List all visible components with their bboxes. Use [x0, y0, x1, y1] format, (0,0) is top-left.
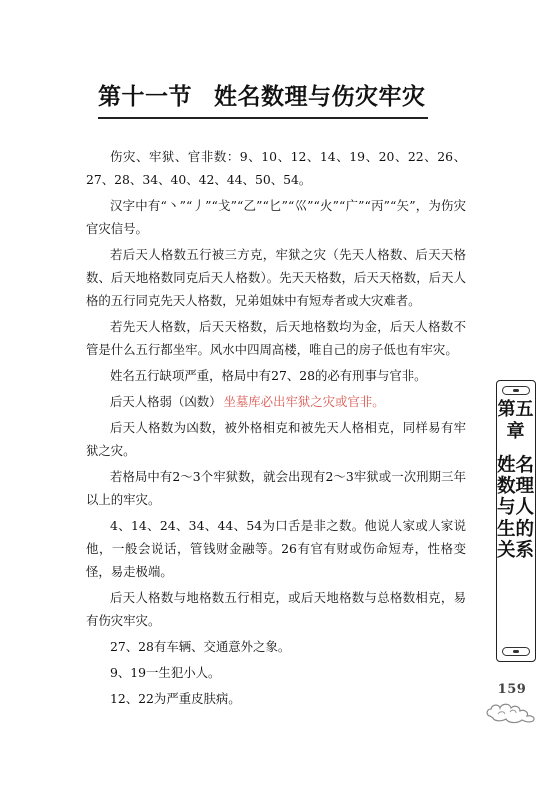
cloud-ornament-icon — [484, 696, 542, 726]
paragraph: 若格局中有2～3个牢狱数，就会出现有2～3牢狱或一次刑期三年以上的牢灾。 — [86, 469, 466, 507]
tab-ornament-bottom — [502, 647, 530, 656]
paragraph-with-stamp — [86, 390, 466, 413]
page-number: 159 — [497, 682, 527, 697]
chapter-title: 姓名数理与人生的关系 — [497, 455, 535, 561]
section-number: 第十一节 — [98, 84, 192, 110]
chapter-tab-text — [497, 399, 534, 561]
paragraph: 后天人格数为凶数，被外格相克和被先天人格相克，同样易有牢狱之灾。 — [86, 420, 466, 458]
paragraph: 27、28有车辆、交通意外之象。 — [110, 639, 291, 654]
paragraph: 汉字中有“丶”“丿”“戈”“乙”“匕”“巛”“火”“广”“丙”“矢”，为伤灾官灾信号。 — [86, 198, 466, 236]
paragraph-text: 后天人格弱（凶数） — [110, 394, 222, 409]
tab-ornament-top — [502, 386, 530, 395]
section-name: 姓名数理与伤灾牢灾 — [214, 84, 426, 110]
chapter-tab — [496, 380, 536, 662]
paragraph: 若后天人格数五行被三方克，牢狱之灾（先天人格数、后天天格数、后天地格数同克后天人格数）。先天天格数，后天天格数，后天人格的五行同克先天人格数，兄弟姐妹中有短寿者或大灾难者。 — [86, 247, 466, 308]
body-text — [86, 145, 466, 713]
section-title — [98, 80, 428, 114]
paragraph: 姓名五行缺项严重，格局中有27、28的必有刑事与官非。 — [110, 368, 427, 383]
red-overlay-stamp: 坐墓库必出牢狱之灾或官非。 — [223, 394, 385, 409]
paragraph: 9、19一生犯小人。 — [110, 665, 221, 680]
paragraph: 若先天人格数，后天天格数，后天地格数均为金，后天人格数不管是什么五行都坐牢。风水中四周高楼，唯自己的房子低也有牢灾。 — [86, 319, 466, 357]
paragraph: 4、14、24、34、44、54为口舌是非之数。他说人家或人家说他，一般会说话，管钱财金融等。26有官有财或伤命短寿，性格变怪，易走极端。 — [86, 518, 466, 579]
paragraph: 12、22为严重皮肤病。 — [110, 691, 241, 706]
title-underline — [98, 117, 428, 119]
paragraph: 伤灾、牢狱、官非数：9、10、12、14、19、20、22、26、27、28、34、40、42、44、50、54。 — [86, 149, 466, 187]
paragraph: 后天人格数与地格数五行相克，或后天地格数与总格数相克，易有伤灾牢灾。 — [86, 590, 466, 628]
chapter-label: 第五章 — [497, 399, 534, 442]
